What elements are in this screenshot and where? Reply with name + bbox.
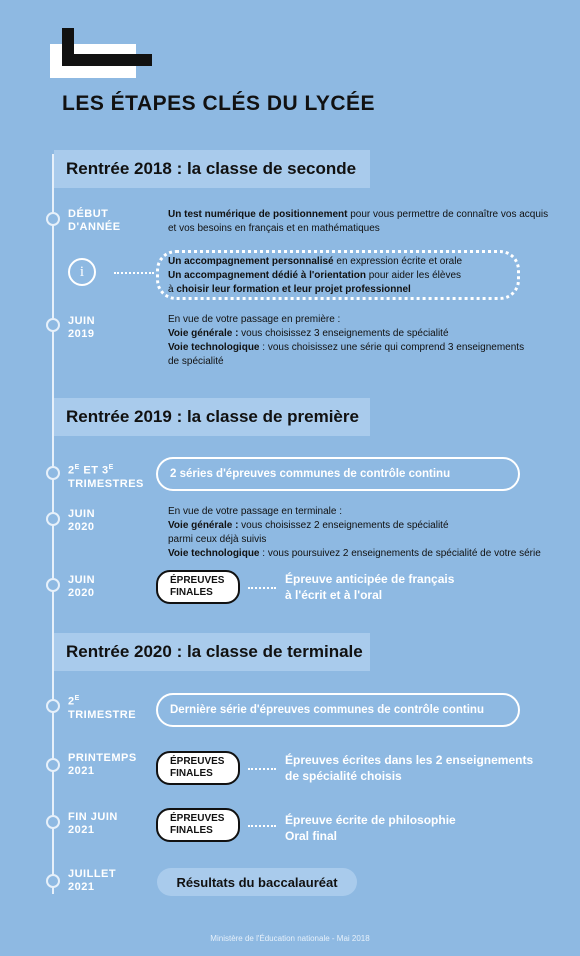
step-when-juillet-2021: JUILLET 2021 [68,868,117,893]
timeline-dot [46,512,60,526]
accompaniment-text: Un accompagnement personnalisé en expression écrite et orale Un accompagnement dédié à l'orientation pour aider les élèves à choisir leur formation et leur projet professionnel [168,256,463,295]
dotted-connector [248,825,276,827]
step-when-juin-2020: JUIN 2020 [68,508,96,533]
footer-credit: Ministère de l'Éducation nationale - Mai 2018 [210,934,370,943]
timeline-dot [46,318,60,332]
final-exam-desc-francais: Épreuve anticipée de français à l'écrit et à l'oral [285,572,455,602]
timeline-dot [46,874,60,888]
final-exam-desc-philosophie: Épreuve écrite de philosophie Oral final [285,813,456,843]
step-when-fin-juin-2021: FIN JUIN 2021 [68,811,118,836]
dotted-connector [114,272,154,274]
section-title-seconde: Rentrée 2018 : la classe de seconde [66,159,357,178]
timeline-dot [46,578,60,592]
step-when-juin-2020-finales: JUIN 2020 [68,574,96,599]
timeline-dot [46,758,60,772]
timeline-dot [46,815,60,829]
continuous-assessment-pill: 2 séries d'épreuves communes de contrôle continu [156,457,520,491]
final-exam-desc-specialite: Épreuves écrites dans les 2 enseignements de spécialité choisis [285,753,534,783]
logo-black-bar-horizontal [62,54,152,66]
step-when-debut: DÉBUT D'ANNÉE [68,208,121,233]
step-desc-juin-2019: En vue de votre passage en première : Voie générale : vous choisissez 3 enseignements de spécialité Voie technologique : vous choisissez une série qui comprend 3 enseignements de spécialité [168,314,525,367]
results-pill: Résultats du baccalauréat [157,868,357,896]
info-icon: i [68,258,96,286]
step-when-juin-2019: JUIN 2019 [68,315,96,340]
step-desc-juin-2020: En vue de votre passage en terminale : Voie générale : vous choisissez 2 enseignements de spécialité parmi ceux déjà suivis Voie technologique : vous poursuivez 2 enseignements de spécialité de votre série [168,506,541,559]
timeline-dot [46,699,60,713]
last-assessment-pill: Dernière série d'épreuves communes de contrôle continu [156,693,520,727]
epreuves-finales-badge: ÉPREUVES FINALES [156,570,240,604]
dotted-connector [248,768,276,770]
section-title-premiere: Rentrée 2019 : la classe de première [66,407,359,426]
step-when-printemps-2021: PRINTEMPS 2021 [68,752,137,777]
step-desc-debut: Un test numérique de positionnement pour vous permettre de connaître vos acquis et vos besoins en français et en mathématiques [168,209,549,234]
step-when-trimestre: $2^E$ TRIMESTRE [68,695,137,721]
dotted-connector [248,587,276,589]
page-title: LES ÉTAPES CLÉS DU LYCÉE [62,92,376,115]
timeline-dot [46,466,60,480]
epreuves-finales-badge: ÉPREUVES FINALES [156,751,240,785]
epreuves-finales-badge: ÉPREUVES FINALES [156,808,240,842]
timeline-dot [46,212,60,226]
section-title-terminale: Rentrée 2020 : la classe de terminale [66,642,363,661]
step-when-trimestres: $2^E$ ET $3^E$ TRIMESTRES [68,464,144,490]
